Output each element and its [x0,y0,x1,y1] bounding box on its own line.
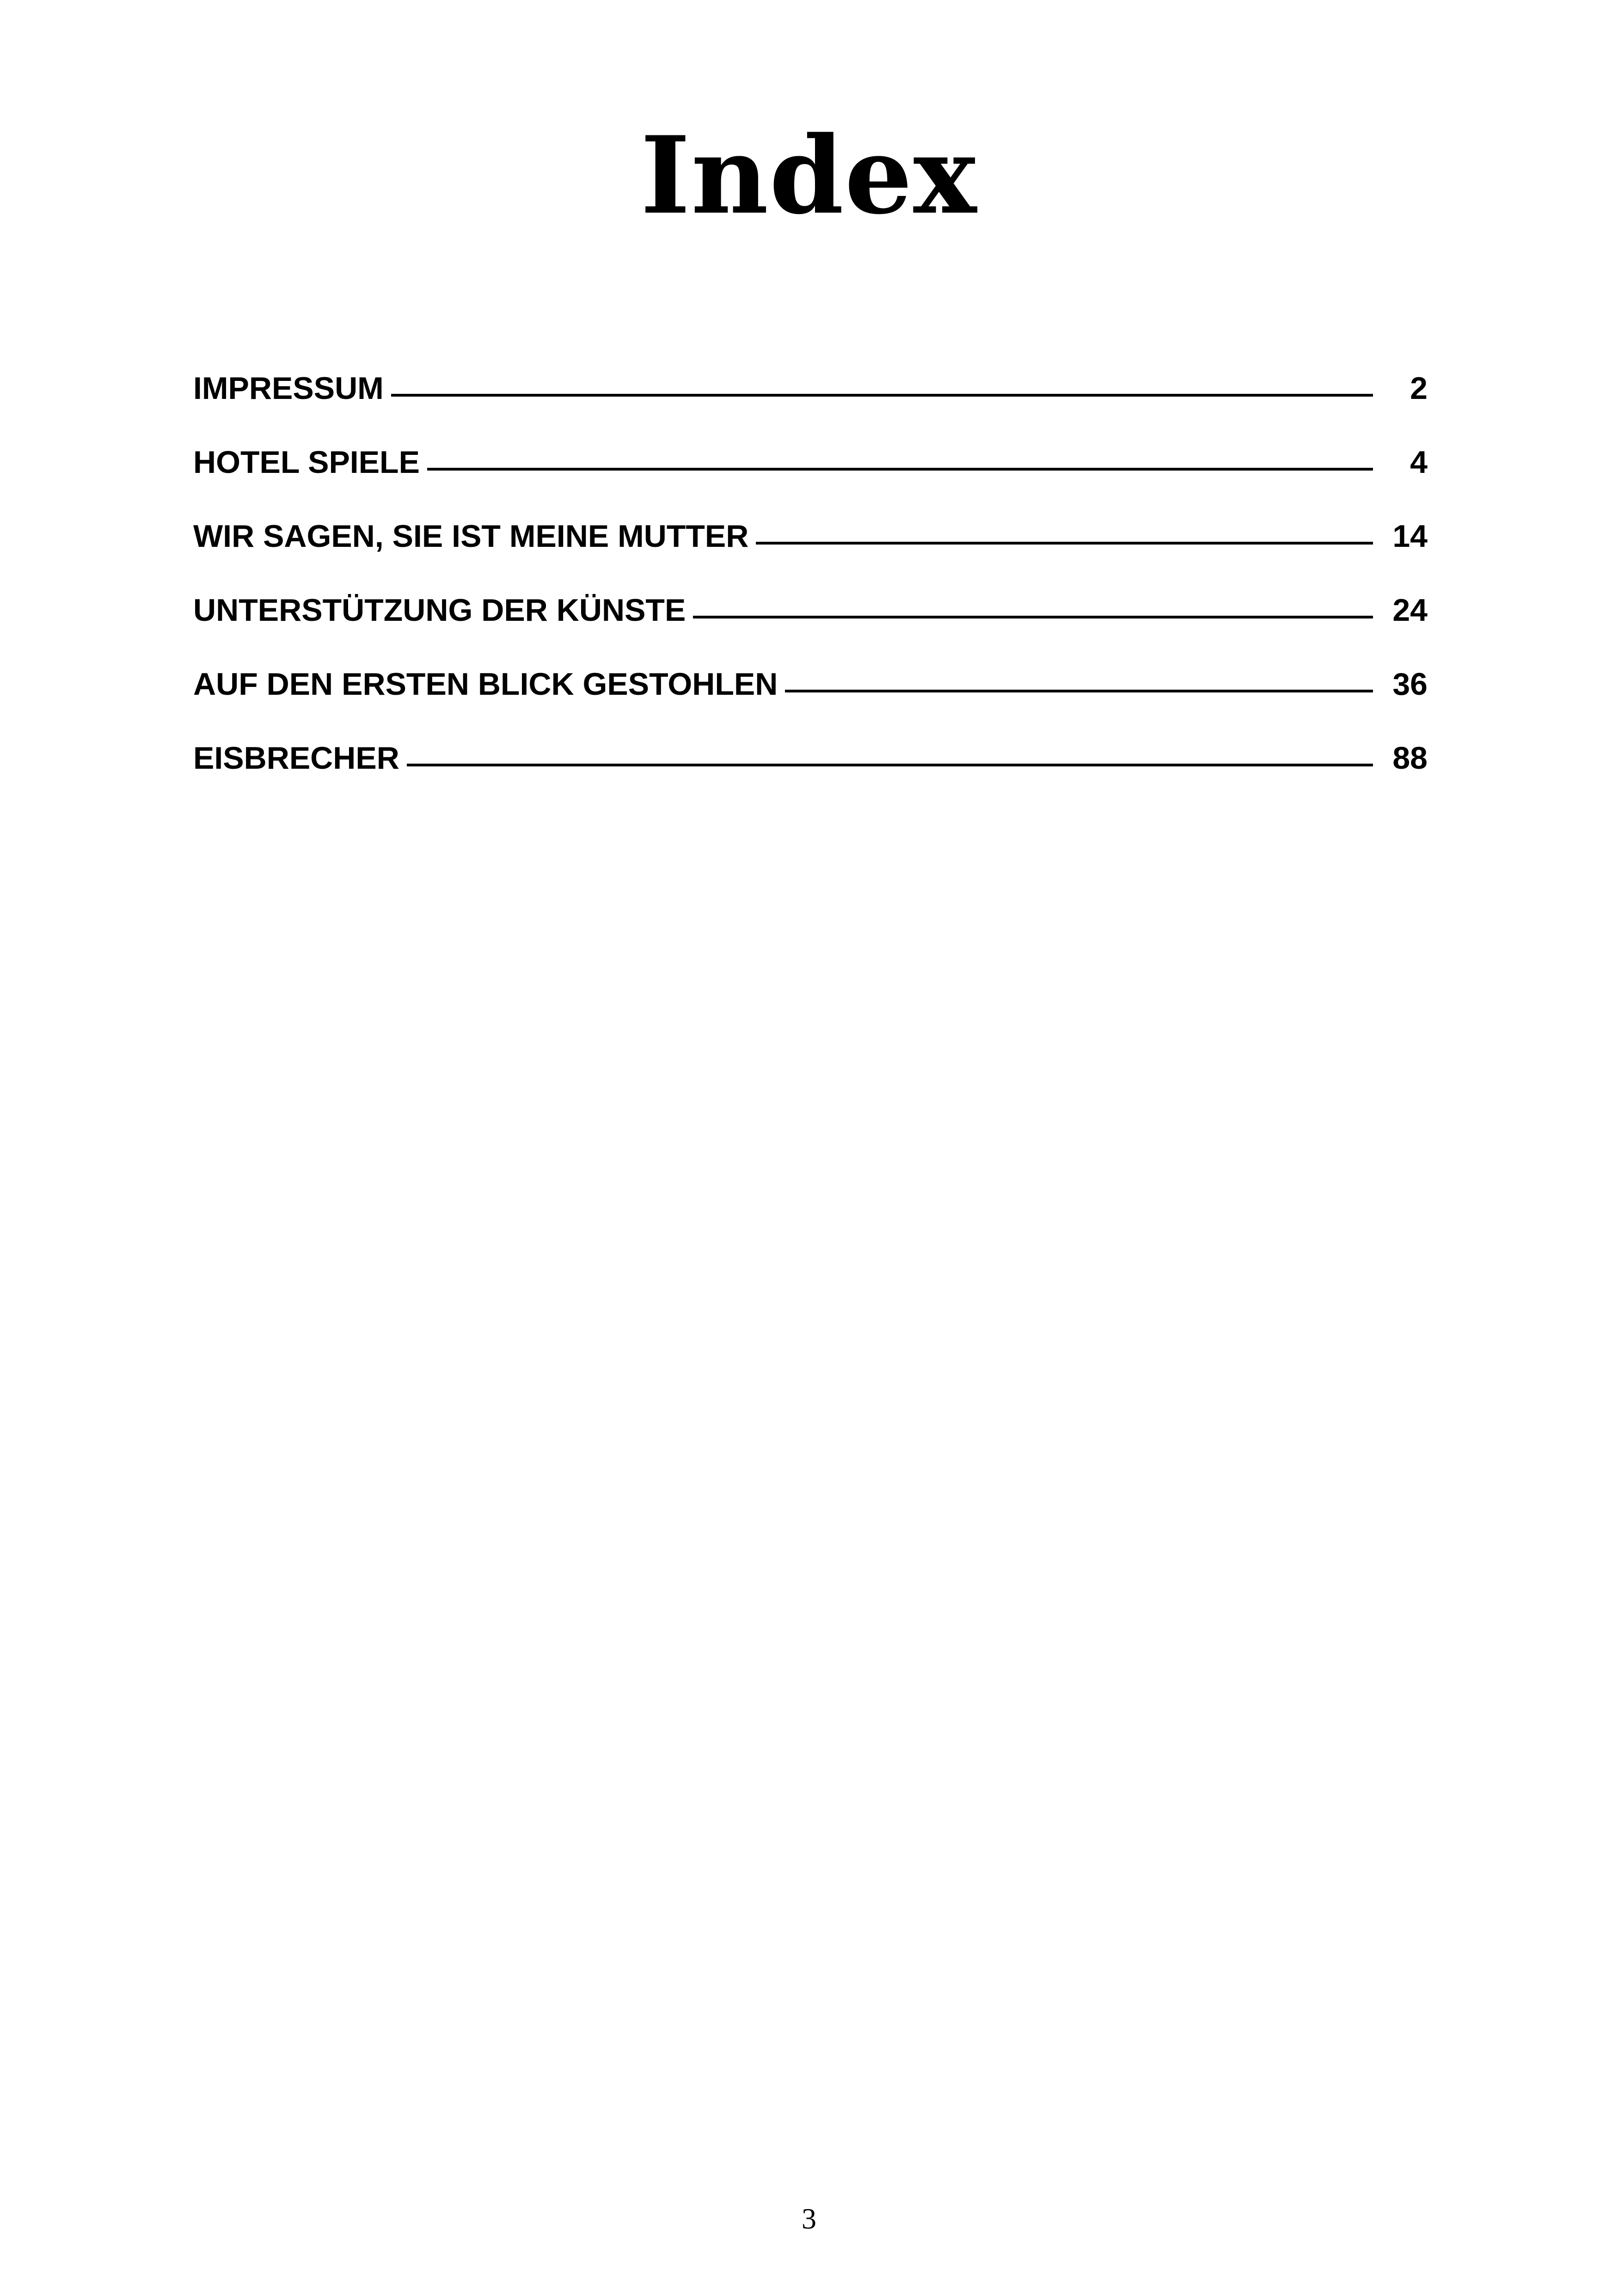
toc-entry-label: UNTERSTÜTZUNG DER KÜNSTE [193,593,686,628]
page-number: 3 [802,2202,816,2235]
toc-entry-label: WIR SAGEN, SIE IST MEINE MUTTER [193,519,749,554]
toc-entry-eisbrecher [193,735,1428,809]
toc-entry-label: EISBRECHER [193,741,399,776]
toc-entry-page: 14 [1392,519,1428,554]
toc-entry-label: IMPRESSUM [193,371,384,406]
toc-entry-page: 88 [1392,741,1428,776]
toc-entry-page: 4 [1410,445,1428,480]
toc-entry-label: HOTEL SPIELE [193,445,420,480]
toc-entry-auf-den-ersten-blick [193,661,1428,735]
toc-entry-unterstuetzung [193,587,1428,661]
toc-leader-line [427,439,1373,471]
table-of-contents [193,365,1428,809]
toc-leader-line [756,513,1373,545]
toc-leader-line [785,661,1373,692]
toc-entry-impressum [193,365,1428,439]
toc-entry-page: 2 [1410,371,1428,406]
toc-leader-line [407,735,1373,766]
page-title: Index [640,113,978,238]
toc-entry-hotel-spiele [193,439,1428,513]
toc-entry-page: 24 [1392,593,1428,628]
toc-entry-page: 36 [1392,667,1428,702]
toc-leader-line [391,365,1373,397]
toc-entry-wir-sagen [193,513,1428,587]
toc-entry-label: AUF DEN ERSTEN BLICK GESTOHLEN [193,667,778,702]
toc-leader-line [693,587,1373,618]
